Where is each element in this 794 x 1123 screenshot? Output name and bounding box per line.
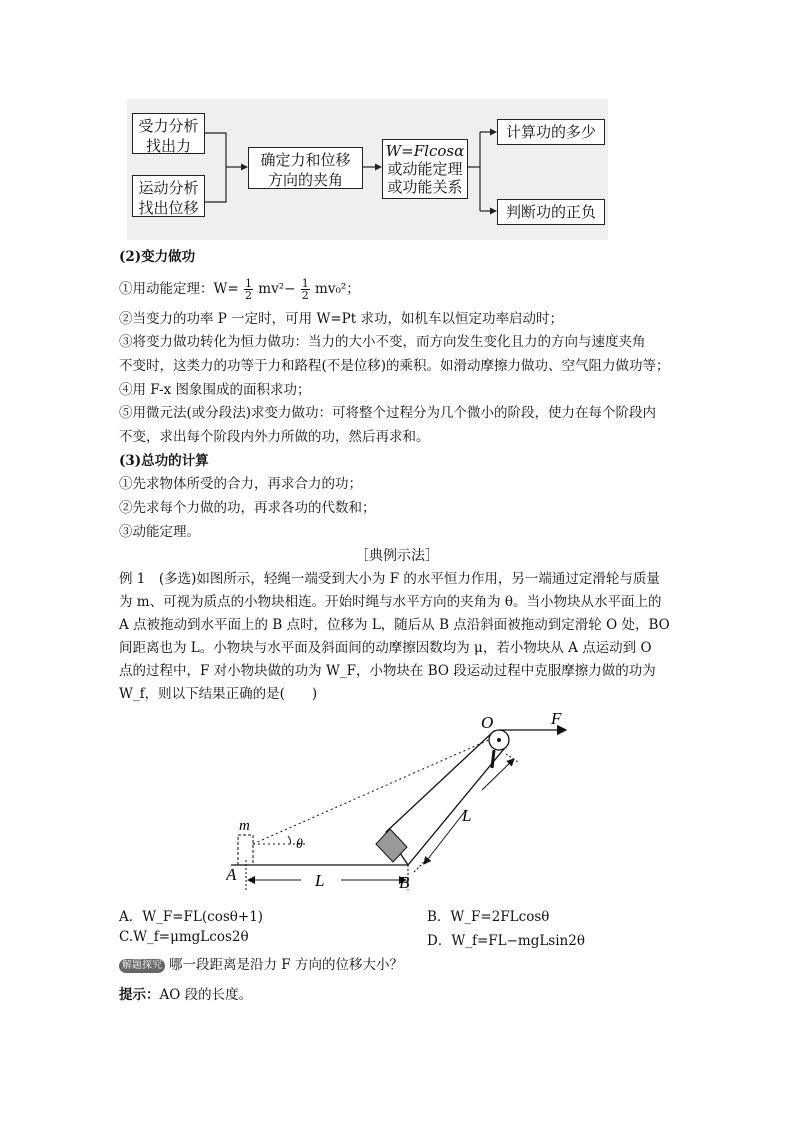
section3-item1: ①先求物体所受的合力，再求合力的功；	[119, 476, 362, 492]
pulley-slope-figure	[226, 710, 576, 904]
section2-item5a: ⑤用微元法(或分段法)求变力做功：可将整个过程分为几个微小的阶段，使力在每个阶段内	[119, 405, 657, 421]
section3-heading: (3)总功的计算	[119, 453, 209, 469]
theta-arc	[288, 836, 291, 844]
item1-mid: mv²−	[258, 281, 296, 297]
flow-box-calc-text: 计算功的多少	[505, 123, 596, 141]
label-O: O	[481, 713, 494, 732]
example-line-5: 点的过程中，F 对小物块做的功为 W_F，小物块在 BO 段运动过程中克服摩擦力做的功为	[119, 663, 656, 679]
section2-item5b: 不变，求出每个阶段内外力所做的功，然后再求和。	[119, 429, 430, 445]
item1-end: mv₀²；	[315, 281, 360, 297]
section2-item2: ②当变力的功率 P 一定时，可用 W=Pt 求功，如机车以恒定功率启动时；	[119, 311, 563, 327]
hint-label: 提示：	[119, 987, 160, 1003]
probe-question-line	[119, 954, 403, 976]
section2-item4: ④用 F-x 图象围成的面积求功；	[119, 382, 311, 398]
option-B: B．W_F=2FLcosθ	[427, 909, 550, 925]
flowchart	[127, 99, 608, 240]
example-line-4: 间距离也为 L。小物块与水平面及斜面间的动摩擦因数均为 μ，若小物块从 A 点运动到 O	[119, 640, 652, 656]
label-L-bottom: L	[315, 871, 325, 890]
rope-dotted	[253, 739, 491, 844]
flow-box-force-line1: 受力分析	[138, 117, 199, 135]
fraction-half-2	[301, 278, 310, 301]
example-line-6: W_f，则以下结果正确的是( )	[119, 686, 318, 702]
flow-box-motion-line1: 运动分析	[138, 179, 199, 197]
section2-item3b: 不变时，这类力的功等于力和路程(不是位移)的乘积。如滑动摩擦力做功、空气阻力做功等；	[119, 358, 670, 374]
probe-question: 哪一段距离是沿力 F 方向的位移大小？	[169, 957, 403, 973]
flow-box-calc-amount	[497, 119, 605, 145]
flow-box-angle-line1: 确定力和位移	[260, 151, 351, 169]
flow-box-force-line2: 找出力	[145, 137, 191, 155]
hint-text: AO 段的长度。	[159, 987, 253, 1003]
frac-num: 1	[301, 277, 309, 290]
frac-den: 2	[301, 289, 309, 302]
flow-box-angle-line2: 方向的夹角	[267, 171, 343, 189]
example-line-2: 为 m、可视为质点的小物块相连。开始时绳与水平方向的夹角为 θ。当小物块从水平面上的	[119, 594, 662, 610]
frac-den: 2	[244, 289, 252, 302]
flow-box-work-line3: 或功能关系	[387, 178, 463, 196]
slope-dim-tick-bottom	[414, 860, 426, 872]
frac-num: 1	[244, 277, 252, 290]
pulley-mount	[492, 750, 494, 768]
flow-box-judge-text: 判断功的正负	[505, 203, 596, 221]
fraction-half-1	[244, 278, 253, 301]
label-A: A	[226, 865, 237, 884]
flow-box-work-line1: W=Flcosα	[385, 142, 465, 160]
flow-box-work-line2: 或动能定理	[387, 160, 463, 178]
example-line-3: A 点被拖动到水平面上的 B 点时，位移为 L，随后从 B 点沿斜面被拖动到定滑轮 O 处，BO	[119, 617, 670, 633]
example-line-1: 例 1 (多选)如图所示，轻绳一端受到大小为 F 的水平恒力作用，另一端通过定滑轮与质量	[119, 571, 660, 587]
example-header: ［典例示法］	[355, 548, 439, 564]
probe-hint-line	[119, 984, 252, 1006]
flow-box-motion-line2: 找出位移	[138, 199, 199, 217]
pulley-axle	[497, 738, 501, 742]
figure-svg	[226, 710, 576, 900]
flow-box-judge-sign	[497, 199, 605, 225]
flow-box-motion-analysis	[132, 175, 205, 217]
item1-prefix: ①用动能定理：W=	[119, 281, 239, 297]
section2-heading: (2)变力做功	[119, 249, 196, 265]
flow-box-force-analysis	[132, 113, 205, 154]
slope-dim-arrow-up	[482, 759, 514, 790]
flow-box-work-formula	[382, 139, 468, 199]
option-C: C.W_f=μmgLcos2θ	[119, 929, 249, 945]
flow-box-angle	[248, 147, 363, 189]
section2-item3a: ③将变力做功转化为恒力做功：当力的大小不变，而方向发生变化且力的方向与速度夹角	[119, 334, 646, 350]
section2-item1	[119, 278, 360, 301]
label-m: m	[239, 818, 250, 834]
probe-badge: 解题探究	[119, 959, 165, 973]
option-A: A．W_F=FL(cosθ+1)	[119, 909, 264, 925]
option-D: D．W_f=FL−mgLsin2θ	[427, 933, 585, 949]
label-L-slope: L	[462, 806, 472, 825]
label-B: B	[399, 873, 410, 892]
label-F: F	[551, 710, 562, 728]
section3-item3: ③动能定理。	[119, 524, 200, 540]
section3-item2: ②先求每个力做的功，再求各功的代数和；	[119, 500, 376, 516]
label-theta: θ	[296, 837, 303, 852]
